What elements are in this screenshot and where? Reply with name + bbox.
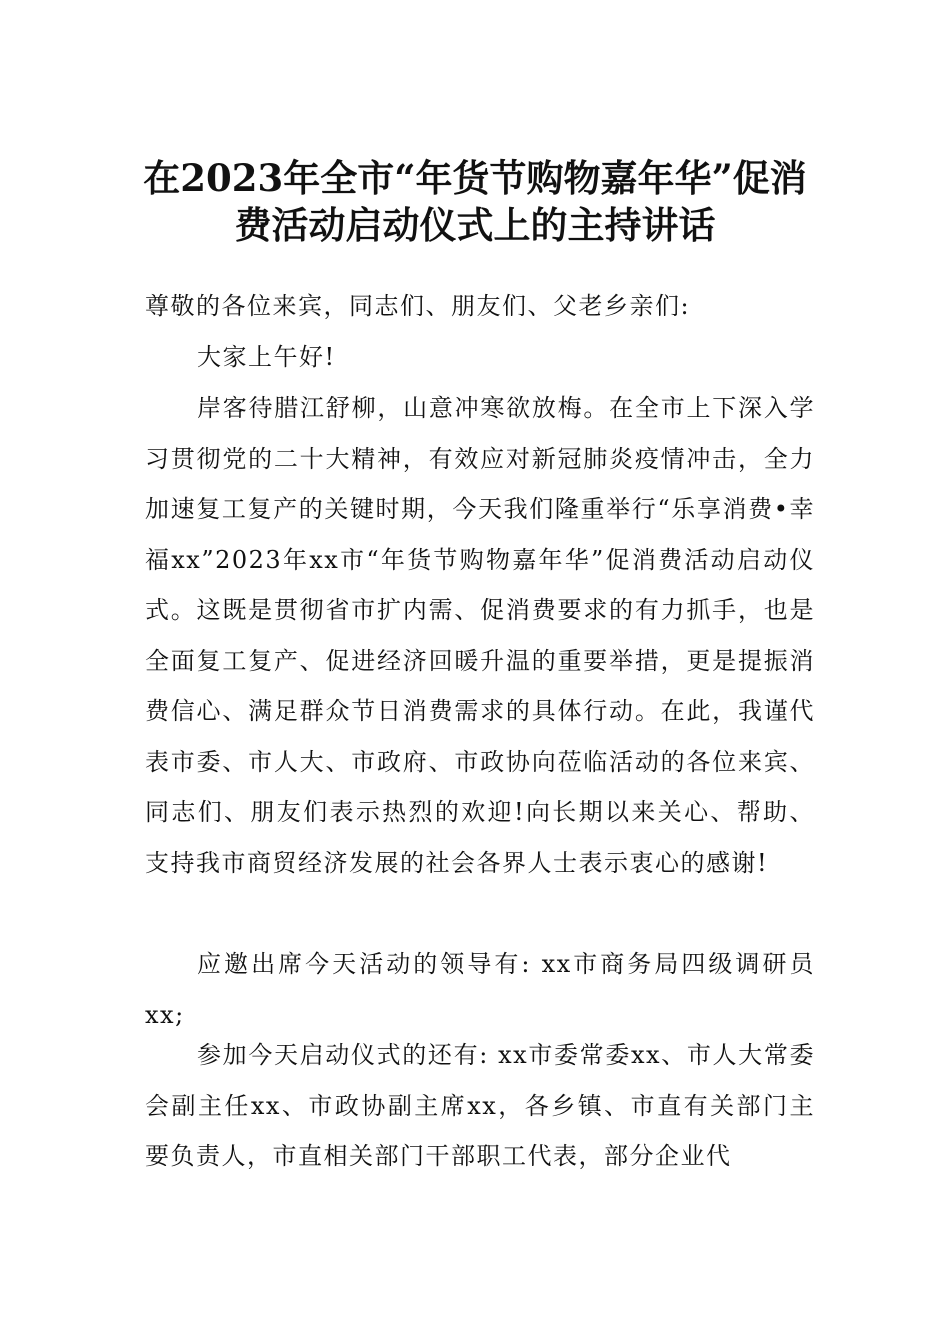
paragraph-attending-leaders: 应邀出席今天活动的领导有: xx市商务局四级调研员xx; (145, 950, 815, 1029)
document-title-line-1: 在2023年全市“年货节购物嘉年华”促消 (143, 156, 807, 200)
document-title-line-2: 费活动启动仪式上的主持讲话 (234, 203, 716, 247)
paragraph-greeting: 大家上午好! (197, 343, 336, 371)
paragraph-other-attendees: 参加今天启动仪式的还有: xx市委常委xx、市人大常委会副主任xx、市政协副主席xx，各乡镇、市直有关部门主要负责人，市直相关部门干部职工代表，部分企业代 (145, 1041, 815, 1170)
paragraph-opening: 岸客待腊江舒柳，山意冲寒欲放梅。在全市上下深入学习贯彻党的二十大精神，有效应对新冠肺炎疫情冲击，全力加速复工复产的关键时期，今天我们隆重举行“乐享消费•幸福xx”2023年xx市“年货节购物嘉年华”促消费活动启动仪式。这既是贯彻省市扩内需、促消费要求的有力抓手，也是全面复工复产、促进经济回暖升温的重要举措，更是提振消费信心、满足群众节日消费需求的具体行动。在此，我谨代表市委、市人大、市政府、市政协向莅临活动的各位来宾、同志们、朋友们表示热烈的欢迎!向长期以来关心、帮助、支持我市商贸经济发展的社会各界人士表示衷心的感谢! (145, 394, 815, 877)
salutation: 尊敬的各位来宾，同志们、朋友们、父老乡亲们: (145, 292, 691, 320)
